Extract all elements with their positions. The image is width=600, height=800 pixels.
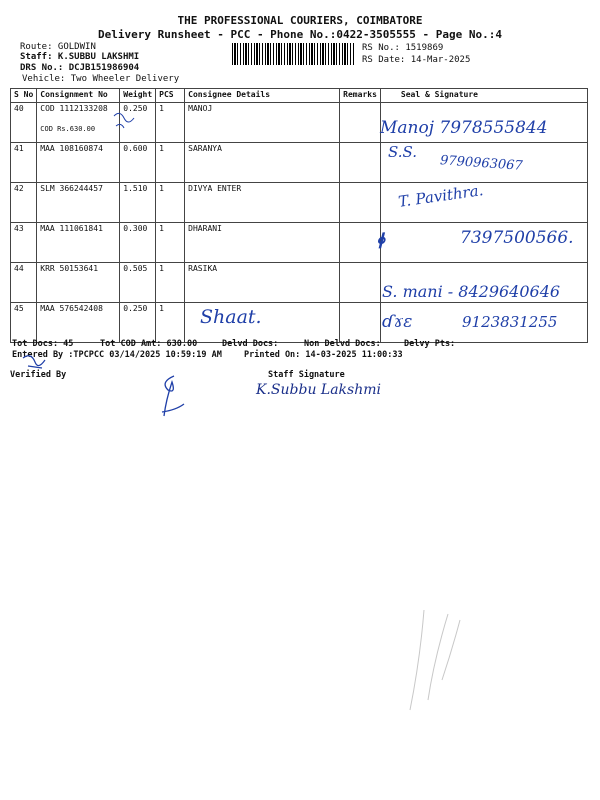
cell-remarks xyxy=(340,103,381,143)
handwritten-mark-row43: ꬹ xyxy=(376,229,384,253)
total-docs: Tot Docs: 45 xyxy=(12,339,74,349)
delivery-points: Delvy Pts: xyxy=(404,339,456,349)
table-header-row xyxy=(11,89,588,103)
handwritten-signature-row41: S.S. xyxy=(388,143,418,161)
cell-consignee: DIVYA ENTER xyxy=(185,183,340,223)
col-signature: Seal & Signature xyxy=(380,89,587,103)
pen-scribble xyxy=(110,108,140,138)
cell-pcs: 1 xyxy=(156,143,185,183)
cell-consignment: MAA 576542408 xyxy=(37,303,120,343)
handwritten-phone-row43: 7397500566. xyxy=(460,228,574,248)
handwritten-signature-row40: Manoj 7978555844 xyxy=(380,118,548,138)
cell-remarks xyxy=(340,263,381,303)
cell-weight: 0.505 xyxy=(120,263,156,303)
vehicle-label: Vehicle: Two Wheeler Delivery xyxy=(22,74,180,84)
total-cod-amount: Tot COD Amt: 630.00 xyxy=(100,339,198,349)
cell-weight: 0.600 xyxy=(120,143,156,183)
handwritten-phone-row45: 9123831255 xyxy=(462,313,558,331)
faint-pencil-marks xyxy=(400,580,470,720)
cell-pcs: 1 xyxy=(156,223,185,263)
handwritten-signature-row42: T. Pavithra. xyxy=(397,181,485,211)
cell-consignee: SARANYA xyxy=(185,143,340,183)
cell-sno: 40 xyxy=(11,103,37,143)
cell-sno: 41 xyxy=(11,143,37,183)
cod-amount: COD Rs.630.00 xyxy=(40,125,96,133)
delivered-docs: Delvd Docs: xyxy=(222,339,279,349)
drs-number: DRS No.: DCJB151986904 xyxy=(20,63,140,73)
cell-weight: 1.510 xyxy=(120,183,156,223)
cell-weight: 0.250 xyxy=(120,303,156,343)
handwritten-signature-row44: S. mani - 8429640646 xyxy=(382,282,561,301)
barcode xyxy=(232,43,355,65)
company-title: THE PROFESSIONAL COURIERS, COIMBATORE xyxy=(177,14,423,27)
cell-pcs: 1 xyxy=(156,303,185,343)
cell-remarks xyxy=(340,183,381,223)
cell-sno: 44 xyxy=(11,263,37,303)
col-remarks: Remarks xyxy=(340,89,381,103)
staff-signature-handwritten: K.Subbu Lakshmi xyxy=(256,382,381,398)
cell-remarks xyxy=(340,143,381,183)
entered-by-initials xyxy=(20,352,60,374)
col-pcs: PCS xyxy=(156,89,185,103)
rs-date: RS Date: 14-Mar-2025 xyxy=(362,55,471,65)
cell-pcs: 1 xyxy=(156,183,185,223)
rs-number: RS No.: 1519869 xyxy=(362,43,444,53)
table-row xyxy=(11,183,588,223)
cell-consignment: MAA 108160874 xyxy=(37,143,120,183)
cell-consignment xyxy=(37,103,120,143)
cell-weight: 0.250 xyxy=(120,103,156,143)
col-consignment: Consignment No xyxy=(37,89,120,103)
staff-label: Staff: K.SUBBU LAKSHMI xyxy=(20,52,140,62)
cell-sno: 42 xyxy=(11,183,37,223)
cell-pcs: 1 xyxy=(156,103,185,143)
col-consignee: Consignee Details xyxy=(185,89,340,103)
cell-sno: 43 xyxy=(11,223,37,263)
col-sno: S No xyxy=(11,89,37,103)
cell-consignment: KRR 50153641 xyxy=(37,263,120,303)
printed-on: Printed On: 14-03-2025 11:00:33 xyxy=(244,350,403,360)
verified-signature xyxy=(152,372,192,422)
cell-sno: 45 xyxy=(11,303,37,343)
cell-consignee: DHARANI xyxy=(185,223,340,263)
staff-signature-label: Staff Signature xyxy=(268,370,345,380)
cell-consignment: SLM 366244457 xyxy=(37,183,120,223)
runsheet-subtitle: Delivery Runsheet - PCC - Phone No.:0422-3505555 - Page No.:4 xyxy=(98,28,502,41)
col-weight: Weight xyxy=(120,89,156,103)
cell-consignee: MANOJ xyxy=(185,103,340,143)
handwritten-consignee-row45: Shaat. xyxy=(200,306,262,328)
entered-by: Entered By :TPCPCC 03/14/2025 10:59:19 AM xyxy=(12,350,222,360)
cell-pcs: 1 xyxy=(156,263,185,303)
route-label: Route: GOLDWIN xyxy=(20,42,96,52)
verified-by: Verified By xyxy=(10,370,67,380)
handwritten-mark-row45: ɗɤɛ xyxy=(382,312,413,332)
cell-remarks xyxy=(340,223,381,263)
cell-remarks xyxy=(340,303,381,343)
cell-weight: 0.300 xyxy=(120,223,156,263)
cell-consignee: RASIKA xyxy=(185,263,340,303)
non-delivered-docs: Non Delvd Docs: xyxy=(304,339,381,349)
consignment-number: COD 1112133208 xyxy=(40,104,108,113)
cell-consignment: MAA 111061841 xyxy=(37,223,120,263)
handwritten-phone-row41: 9790963067 xyxy=(439,153,524,174)
